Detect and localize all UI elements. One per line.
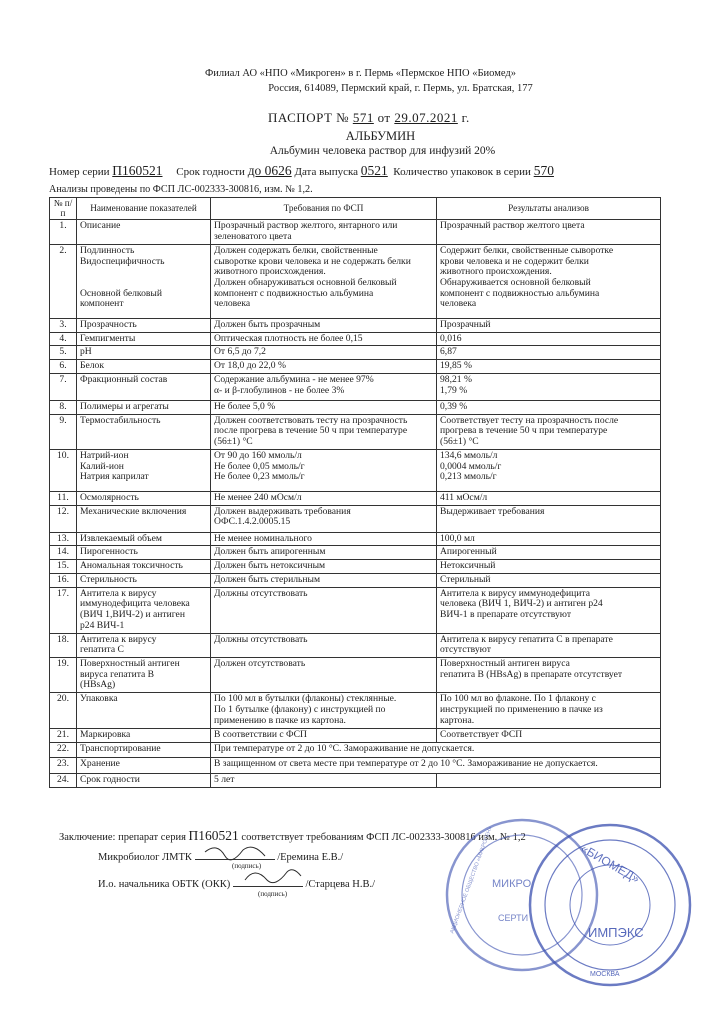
requirement-line: α- и β-глобулинов - не более 3% xyxy=(214,384,345,396)
indicator-name-line: (ВИЧ 1,ВИЧ-2) и антиген xyxy=(80,609,185,621)
indicator-name-line: Пирогенность xyxy=(80,546,138,558)
indicator-name-line: Срок годности xyxy=(80,774,140,786)
requirement-line: По 100 мл в бутылки (флаконы) стеклянные. xyxy=(214,693,397,705)
row-number: 23. xyxy=(50,758,77,774)
result-line: Нетоксичный xyxy=(440,560,496,572)
row-number: 3. xyxy=(50,318,77,332)
passport-number: 571 xyxy=(352,110,374,125)
result-line: 0,0004 ммоль/г xyxy=(440,460,502,472)
requirement-line: Должен выдерживать требования xyxy=(214,505,351,517)
indicator-name-line: Осмолярность xyxy=(80,491,139,503)
org-name: Филиал АО «НПО «Микроген» в г. Пермь «Пермское НПО «Биомед» xyxy=(205,68,516,79)
indicator-name-line: Извлекаемый объем xyxy=(80,532,162,544)
result-line: Прозрачный xyxy=(440,318,491,330)
indicator-name-line: иммунодефицита человека xyxy=(80,598,190,610)
passport-date: 29.07.2021 xyxy=(394,110,458,125)
indicator-name-line: Калий-ион xyxy=(80,460,124,472)
stamp-right-text: «БИОМЕД» xyxy=(578,841,643,886)
indicator-name-line: Антитела к вирусу xyxy=(80,633,157,645)
row-number: 8. xyxy=(50,400,77,414)
indicator-name-line: Термостабильность xyxy=(80,414,161,426)
row-number: 9. xyxy=(50,414,77,449)
row-number: 21. xyxy=(50,729,77,743)
analysis-note: Анализы проведены по ФСП ЛС-002333-300816, изм. № 1,2. xyxy=(49,184,313,195)
row-number: 10. xyxy=(50,449,77,491)
row-number: 17. xyxy=(50,587,77,633)
result-line: 98,21 % xyxy=(440,373,472,385)
stamp-right-center: ИМПЭКС xyxy=(588,925,644,940)
requirement-line: Должны отсутствовать xyxy=(214,587,308,599)
result-line: крови человека и не содержит белки xyxy=(440,255,589,267)
indicator-name-line: Прозрачность xyxy=(80,318,137,330)
qty-value: 570 xyxy=(533,163,554,178)
row-number: 5. xyxy=(50,346,77,360)
row-number: 15. xyxy=(50,560,77,574)
requirement-line: Прозрачный раствор желтого, янтарного или xyxy=(214,220,398,232)
passport-title: ПАСПОРТ № 571 от 29.07.2021 г. xyxy=(268,110,470,125)
requirement-result-merged: В защищенном от света месте при температуре от 2 до 10 °С. Замораживание не допускается. xyxy=(211,758,661,774)
requirement-line: Должен содержать белки, свойственные xyxy=(214,244,378,256)
product-name: АЛЬБУМИН xyxy=(345,129,416,143)
result-line: 0,39 % xyxy=(440,400,468,412)
requirement-line: (56±1) °С xyxy=(214,436,253,448)
expiry-value: до 0626 xyxy=(247,163,292,178)
requirement-line: Не более 5,0 % xyxy=(214,400,276,412)
requirement-line: Не более 0,23 ммоль/г xyxy=(214,471,305,483)
row-number: 12. xyxy=(50,505,77,532)
stamp-right-icon xyxy=(530,825,690,985)
requirement-line: зеленоватого цвета xyxy=(214,231,292,243)
requirement-line: Должны отсутствовать xyxy=(214,633,308,645)
requirement-line: От 18,0 до 22,0 % xyxy=(214,359,286,371)
indicator-name-line: Упаковка xyxy=(80,693,118,705)
requirement-line: Должен быть прозрачным xyxy=(214,318,321,330)
signature-head-caption: (подпись) xyxy=(258,890,288,898)
requirement-line: От 6,5 до 7,2 xyxy=(214,346,266,358)
indicator-name-line: Поверхностный антиген xyxy=(80,658,180,669)
signature-micro-label: Микробиолог ЛМТК xyxy=(98,852,192,863)
requirement-line: человека xyxy=(214,298,251,310)
product-description: Альбумин человека раствор для инфузий 20% xyxy=(269,145,496,157)
result-line: инструкцией по применению в пачке из xyxy=(440,703,603,715)
indicator-name-line: Стерильность xyxy=(80,573,137,585)
requirement-line: Должен обнаруживаться основной белковый xyxy=(214,276,397,288)
requirement-result-merged: При температуре от 2 до 10 °С. Замораживание не допускается. xyxy=(211,743,661,758)
header-results: Результаты анализов xyxy=(437,198,661,220)
result-line: 6,87 xyxy=(440,346,457,358)
stamp-left-icon xyxy=(447,820,597,970)
result-line: Выдерживает требования xyxy=(440,505,545,517)
row-number: 18. xyxy=(50,633,77,657)
result-line: Соответствует тесту на прозрачность после xyxy=(440,414,619,426)
indicator-name-line: Подлинность xyxy=(80,244,135,256)
result-line: Антитела к вирусу иммунодефицита xyxy=(440,587,590,599)
signature-head-label: И.о. начальника ОБТК (ОКК) xyxy=(98,879,231,890)
result-line: картона. xyxy=(440,714,475,726)
indicator-name-line: Натрия каприлат xyxy=(80,471,149,483)
result-line: 19,85 % xyxy=(440,359,472,371)
result-line: 134,6 ммоль/л xyxy=(440,449,498,461)
row-number: 22. xyxy=(50,743,77,758)
signature-scribble-1 xyxy=(205,847,265,860)
result-line: 0,016 xyxy=(440,332,462,344)
requirement-line: От 90 до 160 ммоль/л xyxy=(214,449,302,461)
indicator-name-line: Гемпигменты xyxy=(80,332,136,344)
requirement-line: компонент с подвижностью альбумина xyxy=(214,287,374,299)
signature-scribble-2 xyxy=(245,870,301,883)
requirement-line: Должен быть апирогенным xyxy=(214,546,326,558)
header-requirements: Требования по ФСП xyxy=(211,198,437,220)
series-line: Номер серии П160521 Срок годности до 0626 Дата выпуска 0521 Количество упаковок в серии 570 xyxy=(49,163,554,178)
row-number: 19. xyxy=(50,658,77,693)
indicator-name-line: Маркировка xyxy=(80,729,131,741)
result-line: Содержит белки, свойственные сыворотке xyxy=(440,244,614,256)
indicator-name-line: Видоспецифичность xyxy=(80,255,165,267)
stamp-right-bottom: МОСКВА xyxy=(590,971,620,978)
requirement-line: сыворотке крови человека и не содержать белки xyxy=(214,255,411,267)
result-line: 0,213 ммоль/г xyxy=(440,471,497,483)
result-line: Стерильный xyxy=(440,573,491,585)
row-number: 20. xyxy=(50,693,77,729)
requirement-line: Содержание альбумина - не менее 97% xyxy=(214,373,374,385)
row-number: 7. xyxy=(50,373,77,400)
result-line: Соответствует ФСП xyxy=(440,729,523,741)
org-address: Россия, 614089, Пермский край, г. Пермь, ул. Братская, 177 xyxy=(268,83,533,94)
row-number: 16. xyxy=(50,573,77,587)
indicator-name-line: Антитела к вирусу xyxy=(80,587,157,599)
indicator-name-line: гепатита С xyxy=(80,644,124,656)
requirement-line: По 1 бутылке (флакону) с инструкцией по xyxy=(214,703,386,715)
requirement-line: животного происхождения. xyxy=(214,266,326,278)
result-line: 411 мОсм/л xyxy=(440,491,488,503)
indicator-name-line: Аномальная токсичность xyxy=(80,560,183,572)
row-number: 24. xyxy=(50,774,77,788)
result-line: Апирогенный xyxy=(440,546,497,558)
result-line: Обнаруживается основной белковый xyxy=(440,276,591,288)
requirement-line: Оптическая плотность не более 0,15 xyxy=(214,332,363,344)
row-number: 6. xyxy=(50,359,77,373)
indicator-name-line: Фракционный состав xyxy=(80,373,168,385)
stamp-left-center2: СЕРТИ xyxy=(498,913,529,923)
requirement-line: ОФС.1.4.2.0005.15 xyxy=(214,516,291,528)
indicator-name-line: Механические включения xyxy=(80,505,187,517)
row-number: 11. xyxy=(50,491,77,505)
requirement-line: Должен быть нетоксичным xyxy=(214,560,326,572)
indicator-name-line: Полимеры и агрегаты xyxy=(80,400,169,412)
result-line: 1,79 % xyxy=(440,384,468,396)
row-number: 1. xyxy=(50,220,77,244)
result-line: (56±1) °С xyxy=(440,436,479,448)
result-line: компонент с подвижностью альбумина xyxy=(440,287,600,299)
conclusion: Заключение: препарат серия П160521 соответствует требованиям ФСП ЛС-002333-300816 изм. № 1,2 xyxy=(59,828,526,843)
indicator-name-line: р24 ВИЧ-1 xyxy=(80,619,125,631)
indicator-name-line: Хранение xyxy=(80,758,120,770)
signature-head-name: /Старцева Н.В./ xyxy=(305,879,376,890)
row-number: 2. xyxy=(50,244,77,318)
requirement-line: Не более 0,05 ммоль/г xyxy=(214,460,305,472)
signature-micro-caption: (подпись) xyxy=(232,862,262,870)
indicator-name-line: Белок xyxy=(80,359,105,371)
result-line: прогрева в течение 50 ч при температуре xyxy=(440,425,608,437)
requirement-line: после прогрева в течение 50 ч при температуре xyxy=(214,425,408,437)
requirement-line: Должен быть стерильным xyxy=(214,573,321,585)
indicator-name-line: Натрий-ион xyxy=(80,449,129,461)
result-line: человека (ВИЧ 1, ВИЧ-2) и антиген р24 xyxy=(440,598,603,610)
result-line: 100,0 мл xyxy=(440,532,475,544)
indicator-name-line: pH xyxy=(80,346,92,358)
result-line: человека xyxy=(440,298,477,310)
stamp-left-text: АКЦИОНЕРНОЕ ОБЩЕСТВО «МИКРОГЕН» xyxy=(449,825,494,935)
signature-micro-name: /Еремина Е.В./ xyxy=(277,852,344,863)
requirement-line: Должен соответствовать тесту на прозрачность xyxy=(214,414,408,426)
requirement-line: 5 лет xyxy=(214,774,235,786)
header-num: № п/п xyxy=(50,198,77,220)
requirement-line: Должен отсутствовать xyxy=(214,658,306,669)
row-number: 13. xyxy=(50,532,77,546)
conclusion-series: П160521 xyxy=(188,828,239,843)
requirement-line: Не менее номинального xyxy=(214,532,312,544)
requirement-line: Не менее 240 мОсм/л xyxy=(214,491,302,503)
indicator-name-line: Транспортирование xyxy=(80,743,161,755)
release-value: 0521 xyxy=(360,163,388,178)
header-name: Наименование показателей xyxy=(77,198,211,220)
row-number: 4. xyxy=(50,332,77,346)
indicator-name-line: компонент xyxy=(80,298,124,310)
indicator-name-line: вируса гепатита В xyxy=(80,668,155,680)
result-line: Антитела к вирусу гепатита С в препарате xyxy=(440,633,613,645)
indicator-name-line: (HBsAg) xyxy=(80,679,116,691)
requirement-line: В соответствии с ФСП xyxy=(214,729,307,741)
indicator-name-line: Основной белковый xyxy=(80,287,162,299)
series-value: П160521 xyxy=(112,163,163,178)
result-line: ВИЧ-1 в препарате отсутствуют xyxy=(440,609,572,621)
indicator-name-line: Описание xyxy=(80,220,121,232)
result-line: животного происхождения. xyxy=(440,266,552,278)
result-line: отсутствуют xyxy=(440,644,491,656)
requirement-line: применению в пачке из картона. xyxy=(214,714,346,726)
result-line: По 100 мл во флаконе. По 1 флакону с xyxy=(440,693,596,705)
result-line: Прозрачный раствор желтого цвета xyxy=(440,220,585,232)
row-number: 14. xyxy=(50,546,77,560)
result-line: гепатита В (HBsAg) в препарате отсутствует xyxy=(440,668,623,680)
stamp-left-center: МИКРО xyxy=(492,878,532,890)
result-line: Поверхностный антиген вируса xyxy=(440,658,570,669)
